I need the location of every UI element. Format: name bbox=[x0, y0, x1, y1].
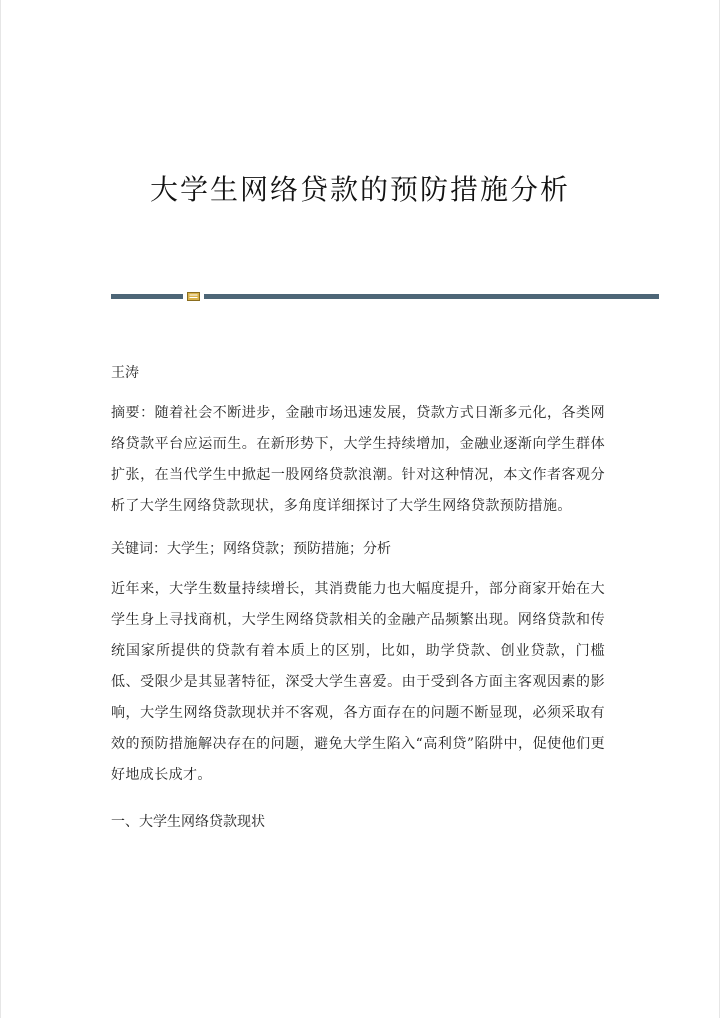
divider-left-segment bbox=[111, 294, 183, 299]
author-name: 王涛 bbox=[111, 365, 139, 381]
keywords-line: 关键词：大学生；网络贷款；预防措施；分析 bbox=[111, 541, 391, 557]
abstract-paragraph: 摘要：随着社会不断进步，金融市场迅速发展，贷款方式日渐多元化，各类网络贷款平台应运而生。在新形势下，大学生持续增加，金融业逐渐向学生群体扩张，在当代学生中掀起一股网络贷款浪潮。针对这种情况，本文作者客观分析了大学生网络贷款现状，多角度详细探讨了大学生网络贷款预防措施。 bbox=[111, 405, 605, 514]
book-icon bbox=[187, 292, 200, 301]
title-divider bbox=[111, 293, 659, 300]
intro-paragraph: 近年来，大学生数量持续增长，其消费能力也大幅度提升，部分商家开始在大学生身上寻找商机，大学生网络贷款相关的金融产品频繁出现。网络贷款和传统国家所提供的贷款有着本质上的区别，比如，助学贷款、创业贷款，门槛低、受限少是其显著特征，深受大学生喜爱。由于受到各方面主客观因素的影响，大学生网络贷款现状并不客观，各方面存在的问题不断显现，必须采取有效的预防措施解决存在的问题，避免大学生陷入“高利贷”陷阱中，促使他们更好地成长成才。 bbox=[111, 581, 605, 783]
divider-right-segment bbox=[204, 294, 659, 299]
section-heading: 一、大学生网络贷款现状 bbox=[111, 814, 265, 830]
document-body bbox=[111, 360, 605, 835]
document-title: 大学生网络贷款的预防措施分析 bbox=[149, 173, 570, 206]
